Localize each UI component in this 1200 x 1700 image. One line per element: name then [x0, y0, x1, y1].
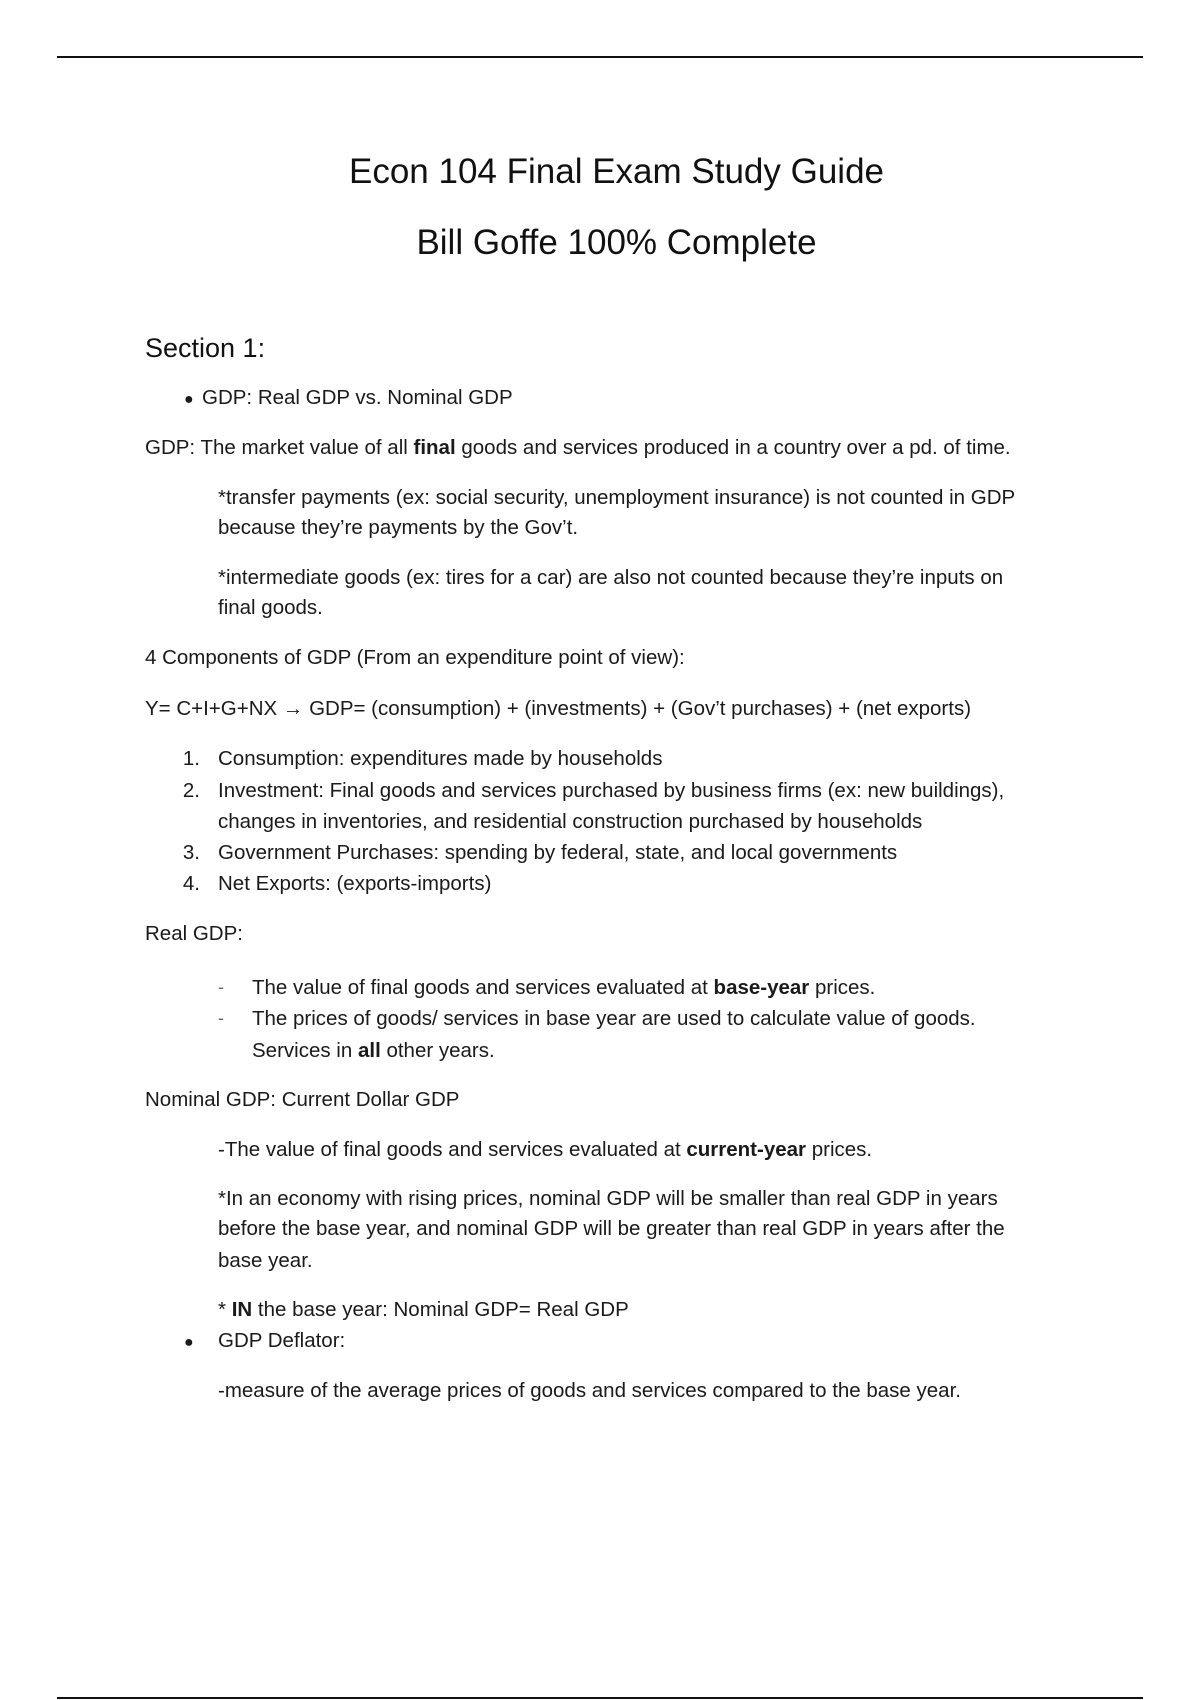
deflator-definition: -measure of the average prices of goods and services compared to the base year. [218, 1379, 961, 1402]
component-net-exports: Net Exports: (exports-imports) [218, 872, 492, 895]
transfer-note-line1: *transfer payments (ex: social security, unemployment insurance) is not counted in GDP [218, 486, 1016, 509]
nominal-gdp-definition: -The value of final goods and services evaluated at current-year prices. [218, 1138, 873, 1161]
document-title: Econ 104 Final Exam Study Guide [348, 152, 884, 191]
intermediate-note-line2: final goods. [218, 596, 323, 619]
list-number: 2. [182, 779, 200, 802]
document-subtitle: Bill Goffe 100% Complete [416, 223, 817, 262]
component-investment-line2: changes in inventories, and residential construction purchased by households [218, 810, 923, 833]
nominal-gdp-heading: Nominal GDP: Current Dollar GDP [145, 1088, 460, 1111]
real-gdp-item1: The value of final goods and services evaluated at base-year prices. [252, 976, 876, 999]
bullet-icon: ● [184, 391, 194, 408]
component-government: Government Purchases: spending by federal, state, and local governments [218, 841, 898, 864]
real-gdp-item2-line1: The prices of goods/ services in base year are used to calculate value of goods. [252, 1007, 976, 1030]
dash-bullet-icon: - [218, 977, 224, 997]
bullet-icon: ● [184, 1334, 194, 1351]
gdp-formula: Y= C+I+G+NX → GDP= (consumption) + (investments) + (Gov’t purchases) + (net exports) [145, 697, 972, 720]
rising-prices-note-line3: base year. [218, 1249, 313, 1272]
bullet-topic: GDP: Real GDP vs. Nominal GDP [202, 386, 513, 409]
rising-prices-note-line2: before the base year, and nominal GDP will be greater than real GDP in years after the [218, 1217, 1005, 1240]
transfer-note-line2: because they’re payments by the Gov’t. [218, 516, 579, 539]
intermediate-note-line1: *intermediate goods (ex: tires for a car) are also not counted because they’re inputs on [218, 566, 1004, 589]
bottom-rule [57, 1697, 1143, 1699]
list-number: 3. [182, 841, 200, 864]
top-rule [57, 56, 1143, 58]
section-heading: Section 1: [145, 333, 266, 363]
component-investment-line1: Investment: Final goods and services purchased by business firms (ex: new buildings), [218, 779, 1005, 802]
real-gdp-item2-line2: Services in all other years. [252, 1039, 495, 1062]
dash-bullet-icon: - [218, 1008, 224, 1028]
list-number: 4. [182, 872, 200, 895]
real-gdp-heading: Real GDP: [145, 922, 243, 945]
component-consumption: Consumption: expenditures made by households [218, 747, 663, 770]
gdp-definition: GDP: The market value of all final goods and services produced in a country over a pd. of time. [145, 436, 1011, 459]
components-heading: 4 Components of GDP (From an expenditure point of view): [145, 646, 685, 669]
list-number: 1. [182, 747, 200, 770]
base-year-note: * IN the base year: Nominal GDP= Real GDP [218, 1298, 629, 1321]
rising-prices-note-line1: *In an economy with rising prices, nominal GDP will be smaller than real GDP in years [218, 1187, 998, 1210]
deflator-heading: GDP Deflator: [218, 1329, 346, 1352]
